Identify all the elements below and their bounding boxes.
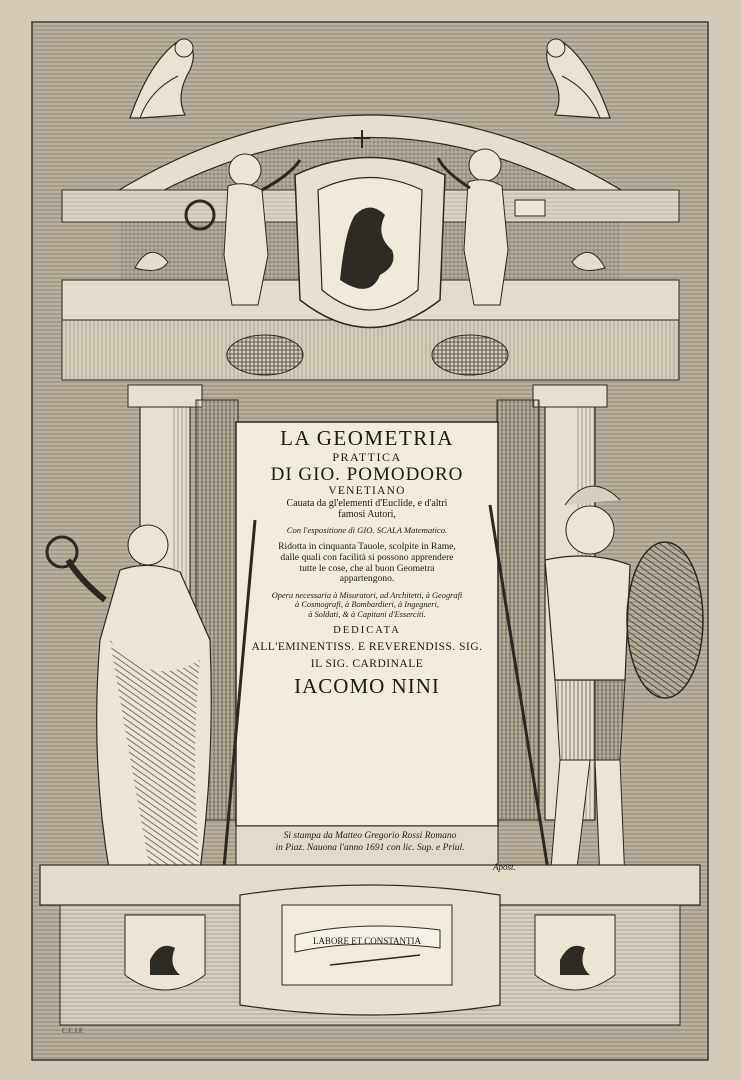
author-line: DI GIO. POMODORO — [270, 463, 464, 485]
shield-icon — [627, 542, 703, 698]
cardinal-name: IACOMO NINI — [294, 673, 440, 698]
exposition-line: Con l'espositione di GIO. SCALA Matematico. — [286, 525, 448, 536]
motto-text: LABORE ET CONSTANTIA — [312, 936, 422, 946]
title-text — [238, 425, 496, 825]
engraver-signature: C.C.I.F. — [62, 1027, 85, 1035]
subtitle-line-a: Cauata da gl'elementi d'Euclide, e d'altri — [286, 498, 448, 510]
imprint-apost: Apost. — [493, 862, 516, 872]
dedication-heading: DEDICATA — [333, 625, 401, 637]
title-line-2: PRATTICA — [332, 449, 402, 464]
book-icon — [515, 200, 545, 216]
dedication-line: ALL'EMINENTISS. E REVERENDISS. SIG. — [251, 641, 483, 653]
garland-left — [227, 335, 303, 375]
author-origin: VENETIANO — [328, 485, 406, 498]
imprint-line-2: in Piaz. Nauona l'anno 1691 con lic. Sup. e Priul. — [275, 843, 465, 854]
description-line-c: tutte le cose, che al buon Geometra — [299, 562, 435, 574]
description-line-d: appartengono. — [339, 573, 395, 585]
audience-line-a: Opera necessaria à Misuratori, ad Architetti, à Geografi — [271, 591, 463, 601]
imprint-line-1: Si stampa da Matteo Gregorio Rossi Romano — [283, 831, 457, 841]
audience-line-b: à Cosmografi, à Bombardieri, à Ingegneri, — [295, 600, 439, 610]
audience-line-c: à Soldati, & à Capitani d'Esserciti. — [308, 609, 426, 619]
imprint — [250, 830, 490, 855]
description-line-b: dalle quali con facilità si possono apprendere — [280, 551, 454, 563]
title-line-1: LA GEOMETRIA — [280, 426, 454, 450]
cardinal-line: IL SIG. CARDINALE — [310, 657, 424, 670]
subtitle-line-b: famosi Autori, — [338, 509, 396, 521]
description-line-a: Ridotta in cinquanta Tauole, scolpite in Rame, — [278, 541, 456, 553]
garland-right — [432, 335, 508, 375]
